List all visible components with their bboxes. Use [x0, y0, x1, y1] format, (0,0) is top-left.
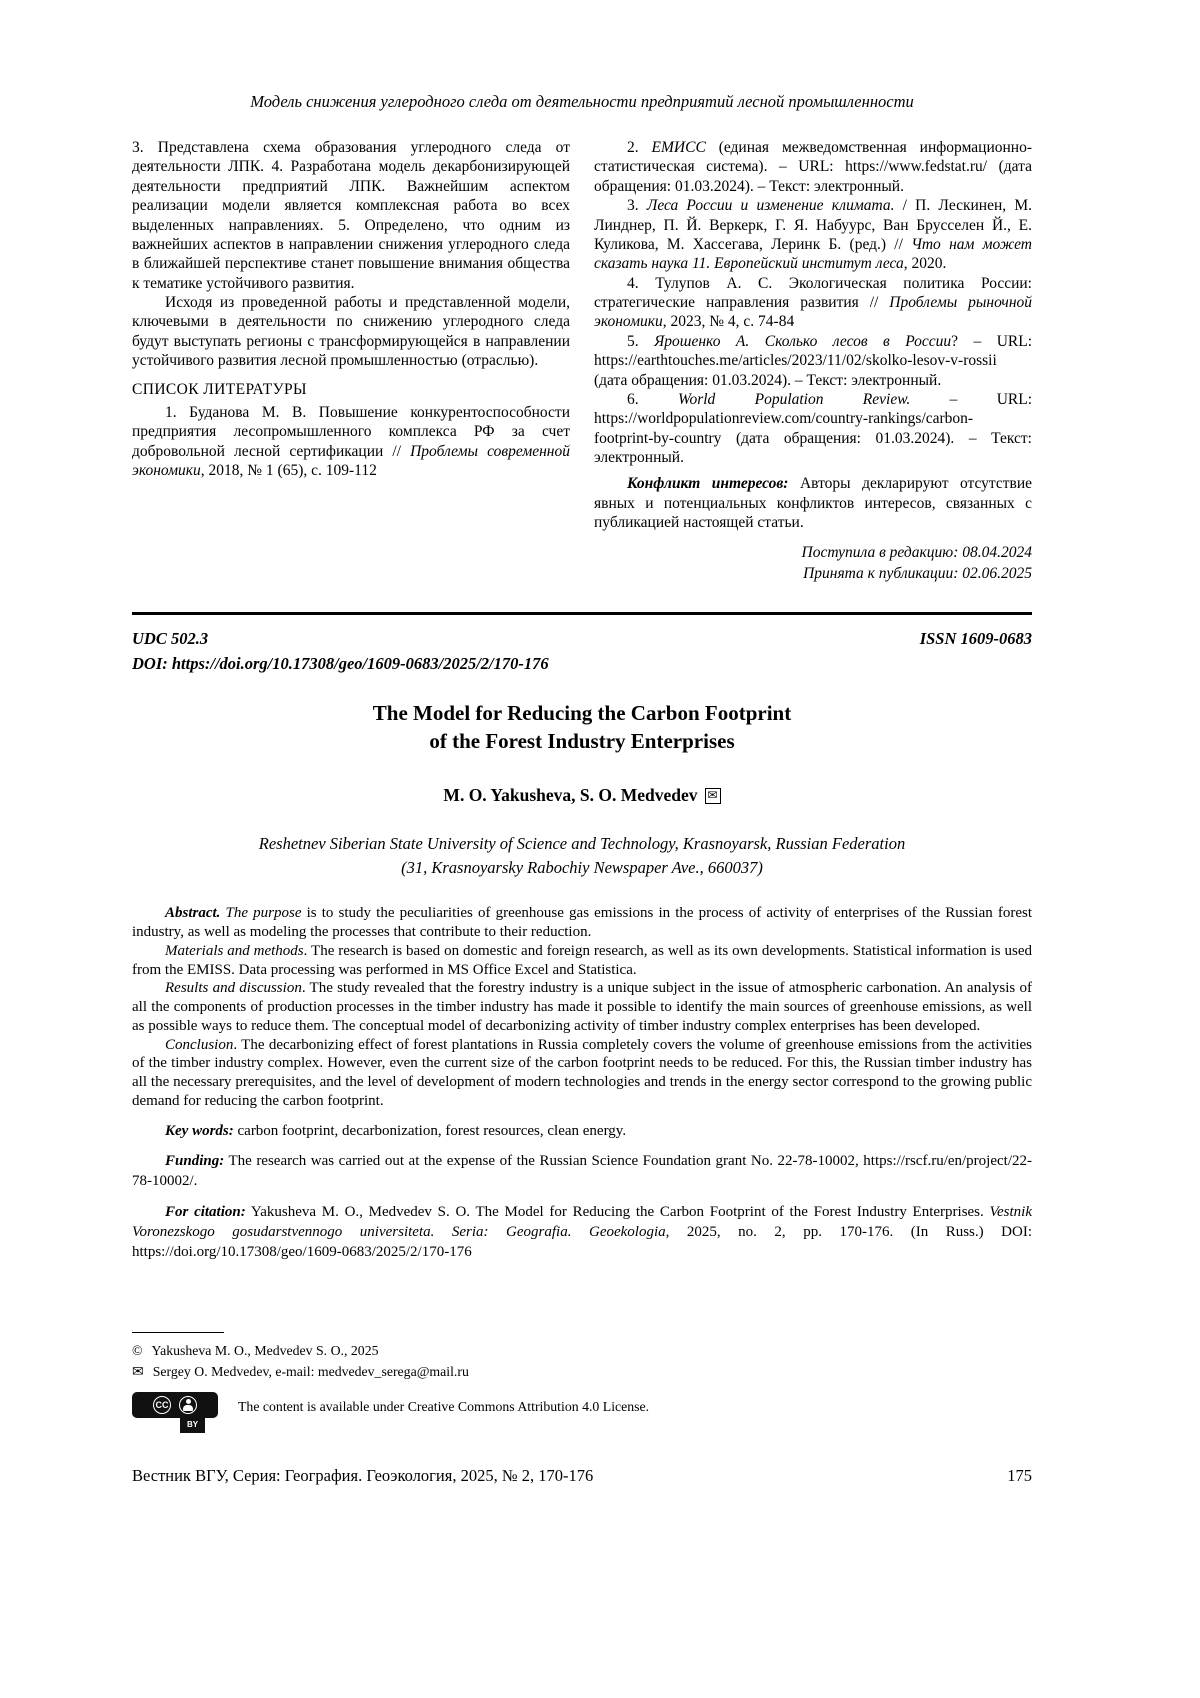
reference-source: Проблемы рыночной экономики: [594, 294, 1032, 331]
corresponding-author-envelope-icon: ✉: [705, 788, 721, 804]
reference-2: [594, 138, 1032, 196]
section-divider: [132, 612, 1032, 615]
funding: [132, 1152, 1032, 1192]
cc-person-icon: [179, 1396, 197, 1414]
reference-source: Ярошенко А. Сколько лесов в России: [654, 332, 952, 350]
reference-source: World Population Review.: [677, 390, 911, 408]
cc-bar: [132, 1392, 218, 1418]
copyright-line: [132, 1341, 1032, 1362]
reference-text: 3.: [627, 197, 647, 215]
reference-text: (единая межведомственная информационно-статистическая система). – URL: https://www.fedstat.ru/ (дата обращения: 01.03.2024). – Текст: электронный.: [594, 139, 1032, 195]
abstract-em: The purpose: [220, 905, 302, 922]
citation-text: , 2025, no. 2, pp. 170-176. (In Russ.) DOI: https://doi.org/10.17308/geo/1609-0683/2025/2/170-176: [132, 1223, 1032, 1260]
doi-label: DOI: https://doi.org/10.17308/geo/1609-0683/2025/2/170-176: [132, 654, 549, 673]
abstract-paragraph: [132, 1036, 1032, 1111]
journal-footer-text: Вестник ВГУ, Серия: География. Геоэкология, 2025, № 2, 170-176: [132, 1466, 594, 1485]
two-column-text: [132, 138, 1032, 610]
reference-4: [594, 274, 1032, 332]
abstract-paragraph: [132, 979, 1032, 1035]
footnotes-block: [132, 1332, 1032, 1436]
cc-icon: CC: [153, 1396, 171, 1414]
citation-text: Yakusheva M. O., Medvedev S. O. The Model for Reducing the Carbon Footprint of the Forest Industry Enterprises.: [245, 1203, 990, 1220]
affiliation-line-1: Reshetnev Siberian State University of Science and Technology, Krasnoyarsk, Russian Federation: [258, 834, 906, 854]
reference-text: 4. Тулупов А. С. Экологическая политика России: стратегические направления развития //: [594, 274, 1032, 311]
reference-source: Леса России и изменение климата.: [646, 197, 895, 215]
body-paragraph: Исходя из проведенной работы и представленной модели, ключевыми в деятельности по снижению углеродного следа будут выступать регионы с трансформирующейся в направлении устойчивого развития лесной промышленностью (отраслью).: [132, 294, 570, 370]
references-heading: СПИСОК ЛИТЕРАТУРЫ: [132, 380, 307, 398]
reference-source: Что нам может сказать наука 11. Европейский институт леса: [594, 235, 1032, 273]
abstract-block: [132, 904, 1032, 1110]
title-line-2: of the Forest Industry Enterprises: [429, 728, 735, 753]
funding-lead: Funding:: [165, 1153, 225, 1170]
reference-text: 6.: [627, 390, 678, 408]
email-text: Sergey O. Medvedev, e-mail: medvedev_serega@mail.ru: [152, 1363, 469, 1379]
reference-text: / П. Лескинен, М. Линднер, П. Й. Веркерк, Г. Я. Набуурс, Ван Брусселен Й., Е. Куликова, М. Хассегава, Леринк Б. (ред.) //: [594, 197, 1032, 253]
conflict-of-interest: [594, 474, 1032, 532]
udc-label: UDC 502.3: [132, 629, 209, 648]
citation-lead: For citation:: [165, 1203, 246, 1220]
reference-source: Проблемы современной экономики: [132, 442, 570, 479]
article-title: [132, 700, 1032, 755]
issn-label: ISSN 1609-0683: [919, 629, 1032, 648]
left-column: [132, 138, 570, 610]
accepted-date: Принята к публикации: 02.06.2025: [803, 564, 1032, 582]
reference-3: [594, 196, 1032, 274]
title-line-1: The Model for Reducing the Carbon Footprint: [372, 701, 792, 725]
page-number: 175: [1007, 1466, 1032, 1485]
reference-5: [594, 332, 1032, 390]
funding-text: The research was carried out at the expense of the Russian Science Foundation grant No. 22-78-10002, https://rscf.ru/en/project/22-78-10002/.: [132, 1153, 1032, 1190]
reference-text: , 2020.: [903, 255, 947, 273]
license-text: The content is available under Creative Commons Attribution 4.0 License.: [238, 1398, 650, 1414]
envelope-icon: ✉: [132, 1364, 144, 1380]
abstract-text: . The research is based on domestic and foreign research, as well as its own developments. Statistical information is used from the EMISS. Data processing was performed in MS Office Excel and Statistica.: [132, 942, 1032, 978]
reference-text: 5.: [627, 332, 655, 350]
abstract-em: Results and discussion: [165, 980, 302, 997]
conflict-lead: Конфликт интересов:: [627, 475, 789, 493]
keywords: [132, 1122, 1032, 1142]
keywords-text: carbon footprint, decarbonization, forest resources, clean energy.: [233, 1122, 627, 1139]
abstract-text: . The study revealed that the forestry industry is a unique subject in the issue of atmospheric carbonation. An analysis of all the components of production processes in the timber industry has made it possible to identify the main sources of greenhouse emissions, as well as possible ways to reduce them. The conceptual model of decarbonizing activity of timber industry complex enterprises has been developed.: [132, 980, 1032, 1034]
abstract-em: Conclusion: [165, 1036, 234, 1053]
page-footer: [132, 1466, 1032, 1486]
article-header-block: [132, 612, 1032, 1330]
authors-line: [132, 785, 1032, 806]
cc-by-label: BY: [180, 1418, 205, 1433]
affiliation: [132, 832, 1032, 880]
author-names: M. O. Yakusheva, S. O. Medvedev: [443, 785, 698, 806]
reference-text: , 2018, № 1 (65), с. 109-112: [200, 462, 377, 479]
reference-6: [594, 390, 1032, 468]
abstract-em: Materials and methods: [165, 942, 304, 959]
citation-source: Vestnik Voronezskogo gosudarstvennogo universiteta. Seria: Geografia. Geoekologia: [132, 1203, 1032, 1240]
abstract-paragraph: [132, 942, 1032, 980]
conflict-text: Авторы декларируют отсутствие явных и потенциальных конфликтов интересов, связанных с публикацией настоящей статьи.: [594, 475, 1032, 532]
abstract-paragraph: [132, 904, 1032, 942]
copyright-text: Yakusheva M. O., Medvedev S. O., 2025: [151, 1343, 379, 1358]
reference-text: – URL: https://worldpopulationreview.com/country-rankings/carbon-footprint-by-country (дата обращения: 01.03.2024). – Текст: электронный.: [594, 390, 1032, 466]
citation: [132, 1203, 1032, 1262]
abstract-lead: Abstract.: [165, 905, 221, 922]
reference-text: , 2023, № 4, с. 74-84: [662, 313, 795, 331]
right-column: [594, 138, 1032, 610]
corresponding-email-line: [132, 1362, 1032, 1383]
meta-row: [132, 629, 1032, 649]
reference-text: 2.: [627, 139, 652, 156]
cc-by-license-badge: [132, 1392, 222, 1436]
abstract-text: . The decarbonizing effect of forest plantations in Russia completely covers the volume of greenhouse emissions from the activities of the timber industry complex. However, even the current size of the carbon footprint needs to be reduced. For this, the Russian timber industry has all the necessary prerequisites, and the level of development of modern technologies and trends in the energy sector correspond to the growing public demand for reducing the carbon footprint.: [132, 1036, 1032, 1109]
running-head: Модель снижения углеродного следа от деятельности предприятий лесной промышленности: [250, 92, 914, 111]
affiliation-line-2: (31, Krasnoyarsky Rabochiy Newspaper Ave., 660037): [401, 858, 763, 878]
keywords-lead: Key words:: [165, 1122, 234, 1139]
abstract-text: is to study the peculiarities of greenhouse gas emissions in the process of activity of enterprises of the Russian forest industry, as well as modeling the processes that contribute to their reduction.: [132, 905, 1032, 941]
received-date: Поступила в редакцию: 08.04.2024: [801, 543, 1032, 561]
body-paragraph: 3. Представлена схема образования углеродного следа от деятельности ЛПК. 4. Разработана модель декарбонизирующей деятельности предприятий ЛПК. Важнейшим аспектом реализации модели является комплексная работа во всех выделенных направлениях. 5. Определено, что одним из важнейших аспектов в направлении снижения углеродного следа в ближайшей перспективе станет повышение внимания общества к тематике устойчивого развития.: [132, 139, 570, 292]
reference-1: [132, 403, 570, 481]
license-row: [132, 1392, 1032, 1436]
copyright-icon: ©: [132, 1343, 143, 1358]
reference-text: 1. Буданова М. В. Повышение конкурентоспособности предприятия лесопромышленного комплекса РФ за счет добровольной лесной сертификации //: [132, 403, 570, 460]
reference-source: ЕМИСС: [651, 139, 706, 156]
reference-text: ? – URL: https://earthtouches.me/articles/2023/11/02/skolko-lesov-v-rossii (дата обращения: 01.03.2024). – Текст: электронный.: [594, 332, 1032, 389]
footnote-rule: [132, 1332, 224, 1333]
